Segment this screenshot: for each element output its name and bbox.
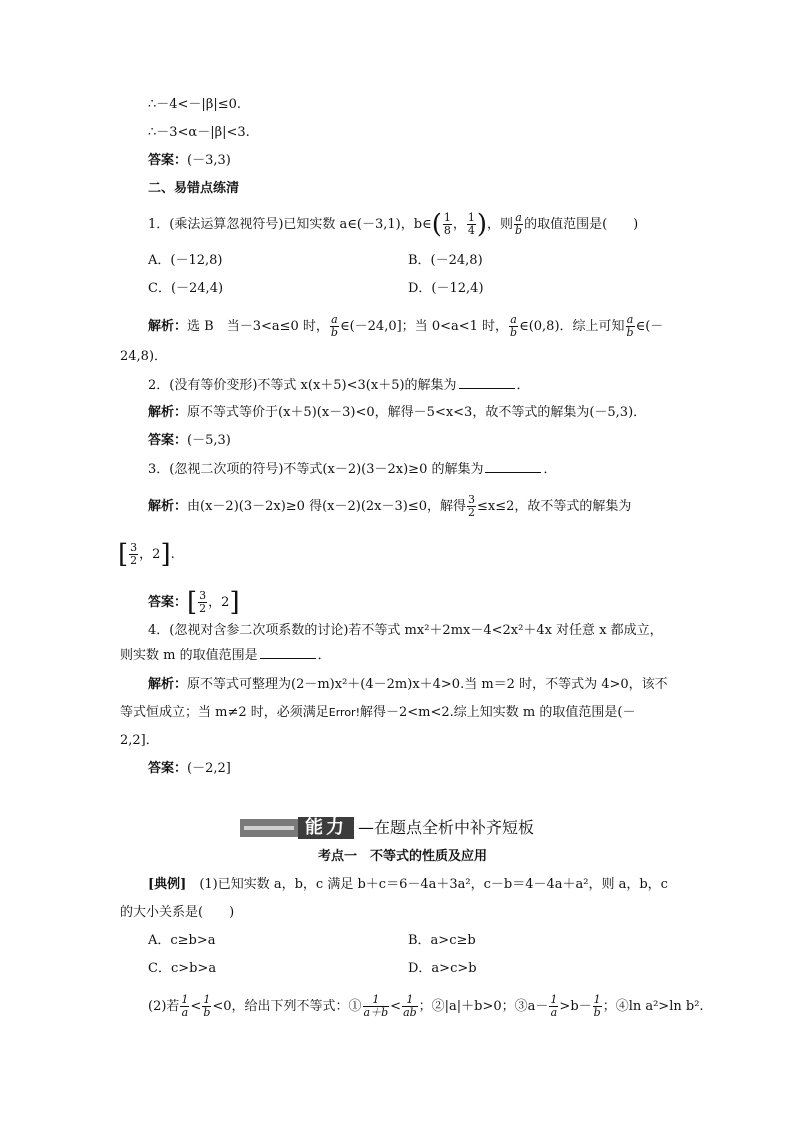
fraction: $\frac{1}{b}$	[203, 993, 211, 1019]
q2-answer: 答案：(－5,3)	[148, 433, 231, 448]
q3-answer: 答案：[ $\frac{3}{2}$ ，2]	[148, 587, 240, 618]
q3-solution-interval: [ $\frac{3}{2}$ ，2].	[118, 539, 175, 570]
example-option-a: A．c≥b>a	[148, 933, 216, 948]
fraction: $\frac{1}{b}$	[593, 993, 601, 1019]
topic-title: 考点一 不等式的性质及应用	[318, 849, 488, 864]
example-part1-cont: 的大小关系是( )	[120, 905, 235, 920]
fraction: $\frac{3}{2}$	[468, 493, 476, 519]
example-option-c: C．c>b>a	[148, 961, 217, 976]
section-title: 二、易错点练清	[148, 181, 240, 196]
q1-option-d: D．(－12,4)	[408, 281, 484, 296]
fraction: $\frac{a}{b}$	[626, 313, 634, 339]
banner-bar-highlight	[244, 826, 294, 830]
fraction: $\frac{a}{b}$	[515, 211, 523, 237]
fraction: $\frac{3}{2}$	[199, 589, 207, 615]
answer-blank	[485, 460, 541, 473]
fraction: $\frac{1}{ab}$	[403, 993, 417, 1019]
ability-banner	[240, 815, 600, 843]
q4-solution: 解析：原不等式可整理为(2－m)x²＋(4－2m)x＋4>0.当 m＝2 时，不等式为 4>0，该不	[148, 677, 668, 692]
answer-value: (－3,3)	[187, 153, 231, 168]
example-option-d: D．a>c>b	[408, 961, 477, 976]
fraction: $\frac{1}{8}$	[443, 211, 451, 237]
banner-tag: 能力	[298, 817, 354, 839]
fraction: $\frac{1}{a}$	[550, 993, 558, 1019]
example-part1: [典例] (1)已知实数 a，b，c 满足 b＋c＝6－4a＋3a²，c－b＝4－4a＋a²，则 a，b，c	[148, 877, 668, 892]
fraction: $\frac{a}{b}$	[330, 313, 338, 339]
q2-stem: 2．(没有等价变形)不等式 x(x＋5)<3(x＋5)的解集为 ．	[148, 378, 530, 393]
q3-stem: 3．(忽视二次项的符号)不等式(x－2)(3－2x)≥0 的解集为 ．	[148, 462, 557, 477]
fraction: $\frac{1}{a}$	[181, 993, 189, 1019]
answer-line-top	[148, 152, 231, 170]
q1-solution: 解析：选 B 当－3<a≤0 时， $\frac{a}{b}$ ∈(－24,0]；当 0<a<1 时， $\frac{a}{b}$ ∈(0,8)．综上可知 $\frac{a}{b}$ ∈(－	[148, 313, 664, 339]
fraction: $\frac{a}{b}$	[510, 313, 518, 339]
q4-solution-end: 2,2]．	[120, 733, 159, 748]
example-label: [典例]	[148, 877, 187, 892]
q2-solution: 解析：原不等式等价于(x＋5)(x－3)<0，解得－5<x<3，故不等式的解集为(－5,3)．	[148, 405, 647, 420]
q3-solution: 解析：由(x－2)(3－2x)≥0 得(x－2)(2x－3)≤0，解得 $\frac{3}{2}$ ≤x≤2，故不等式的解集为	[148, 493, 632, 519]
fraction: $\frac{3}{2}$	[130, 541, 138, 567]
line-alpha-beta-bound: ∴－3<α－|β|<3.	[148, 125, 250, 140]
answer-blank	[260, 646, 316, 659]
example-option-b: B．a>c≥b	[408, 933, 476, 948]
q4-solution-cont: 等式恒成立；当 m≠2 时，必须满足Error!解得－2<m<2.综上知实数 m 的取值范围是(－	[120, 705, 636, 720]
error-text: Error!	[328, 706, 360, 719]
q4-stem-cont: 则实数 m 的取值范围是 ．	[120, 648, 331, 663]
banner-text: —在题点全析中补齐短板	[358, 818, 535, 837]
q1-option-b: B．(－24,8)	[408, 253, 483, 268]
q4-stem: 4．(忽视对含参二次项系数的讨论)若不等式 mx²＋2mx－4<2x²＋4x 对任意 x 都成立，	[148, 623, 663, 638]
q1-option-a: A．(－12,8)	[148, 253, 223, 268]
fraction: $\frac{1}{a+b}$	[363, 993, 389, 1019]
q1-solution-cont: 24,8)．	[120, 349, 168, 364]
q1-stem: 1．(乘法运算忽视符号)已知实数 a∈(－3,1)，b∈( $\frac{1}{8}$ ， $\frac{1}{4}$ )，则 $\frac{a}{b}$ 的取值范围是( )	[148, 209, 639, 240]
example-part2: (2)若 $\frac{1}{a}$ < $\frac{1}{b}$ <0，给出下列不等式：① $\frac{1}{a+b}$ < $\frac{1}{ab}$ ；②|a|＋b>0；③a－ $\frac{1}{a}$ >b－ $\frac{1}{b}$ ；④ln a²>ln b².	[148, 993, 704, 1019]
answer-label: 答案：	[148, 153, 188, 168]
q1-option-c: C．(－24,4)	[148, 281, 224, 296]
line-beta-bound: ∴－4<－|β|≤0.	[148, 97, 242, 112]
q4-answer: 答案：(－2,2]	[148, 761, 231, 776]
fraction: $\frac{1}{4}$	[467, 211, 475, 237]
answer-blank	[459, 376, 515, 389]
